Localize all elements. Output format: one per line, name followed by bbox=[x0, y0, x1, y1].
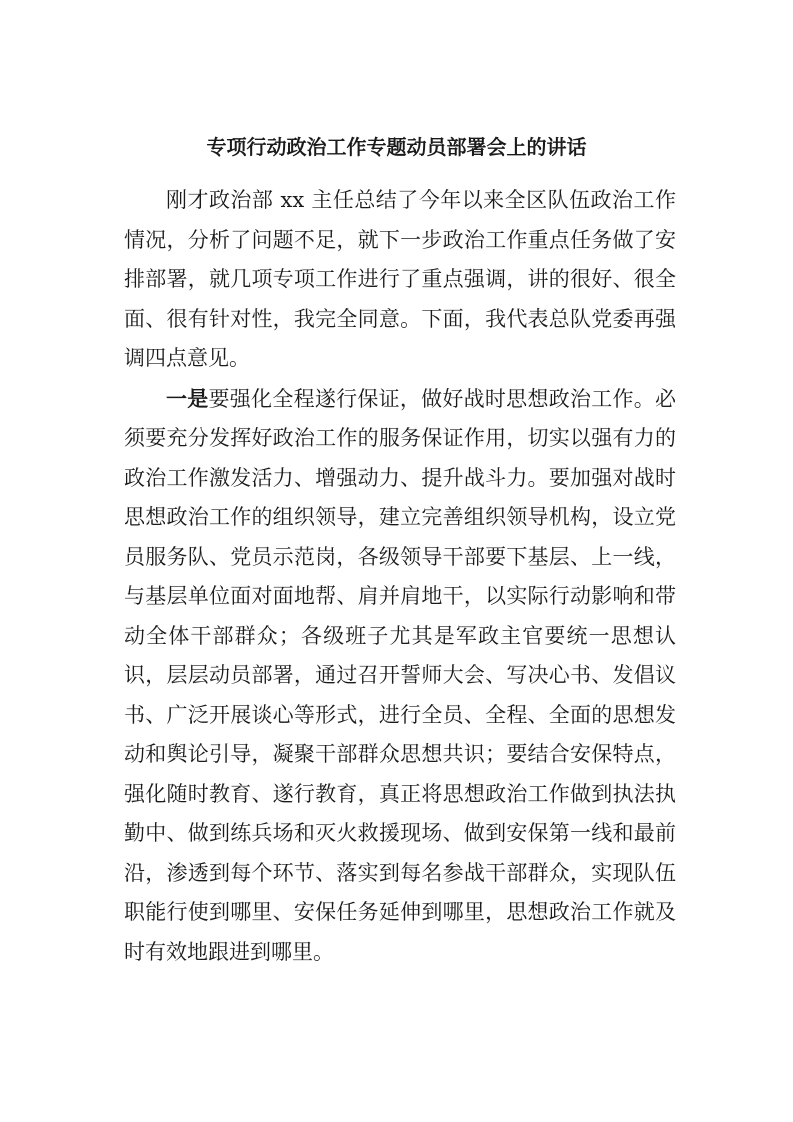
paragraph-point-one bbox=[124, 379, 676, 973]
document-body bbox=[124, 181, 676, 972]
paragraph-intro-text: 刚才政治部 xx 主任总结了今年以来全区队伍政治工作情况，分析了问题不足，就下一步政治工作重点任务做了安排部署，就几项专项工作进行了重点强调，讲的很好、很全面、很有针对性，我完全同意。下面，我代表总队党委再强调四点意见。 bbox=[124, 188, 676, 370]
paragraph-point-one-lead: 一是 bbox=[166, 385, 209, 411]
document-title: 专项行动政治工作专题动员部署会上的讲话 bbox=[206, 135, 587, 159]
paragraph-point-one-text: 要强化全程遂行保证，做好战时思想政治工作。必须要充分发挥好政治工作的服务保证作用，切实以强有力的政治工作激发活力、增强动力、提升战斗力。要加强对战时思想政治工作的组织领导，建立完善组织领导机构，设立党员服务队、党员示范岗，各级领导干部要下基层、上一线，与基层单位面对面地帮、肩并肩地干，以实际行动影响和带动全体干部群众；各级班子尤其是军政主官要统一思想认识，层层动员部署，通过召开誓师大会、写决心书、发倡议书、广泛开展谈心等形式，进行全员、全程、全面的思想发动和舆论引导，凝聚干部群众思想共识；要结合安保特点，强化随时教育、遂行教育，真正将思想政治工作做到执法执勤中、做到练兵场和灭火救援现场、做到安保第一线和最前沿，渗透到每个环节、落实到每名参战干部群众，实现队伍职能行使到哪里、安保任务延伸到哪里，思想政治工作就及时有效地跟进到哪里。 bbox=[124, 386, 677, 964]
paragraph-intro bbox=[124, 181, 676, 379]
